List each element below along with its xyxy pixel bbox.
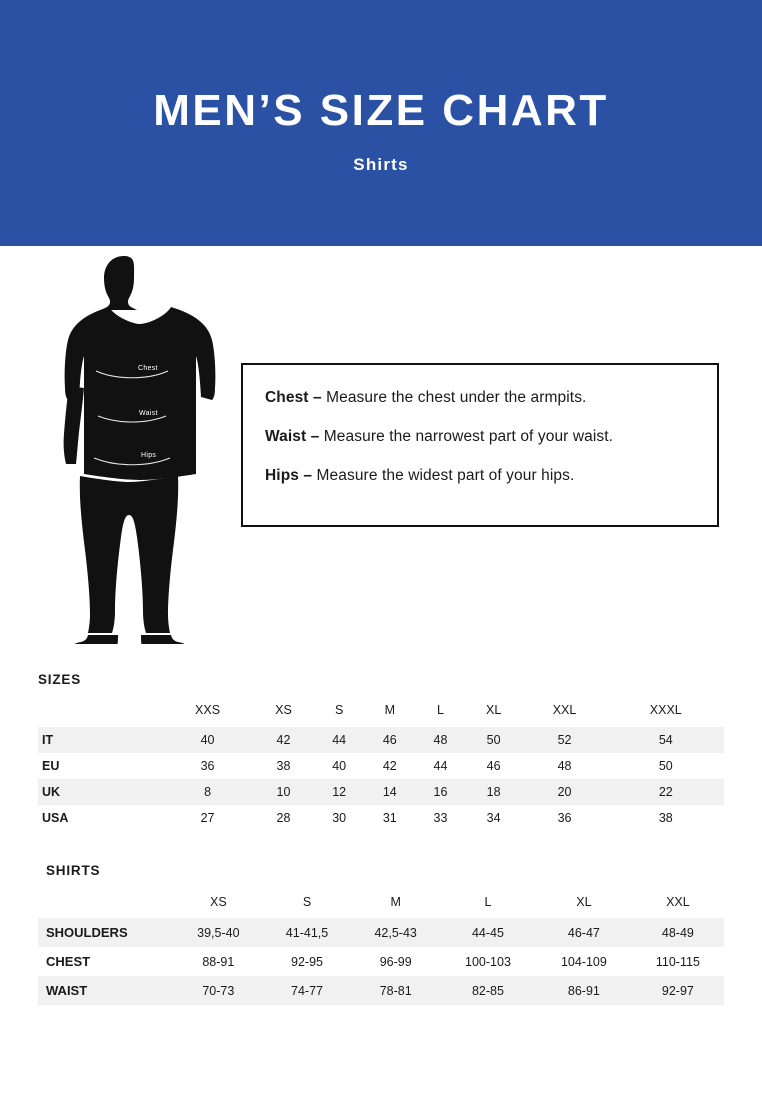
shirts-cell: 92-97 <box>661 983 694 998</box>
sizes-cell: 16 <box>433 785 448 799</box>
shirts-cell: 42,5-43 <box>374 925 417 940</box>
sizes-row-label-it: IT <box>42 733 54 747</box>
page-title: MEN’S SIZE CHART <box>153 86 609 135</box>
sizes-cell: 10 <box>276 785 291 799</box>
sizes-cell: 40 <box>332 759 347 773</box>
shirts-col-m: M <box>390 895 401 909</box>
sizes-cell: 46 <box>382 733 397 747</box>
shirts-header-row <box>38 888 724 918</box>
sizes-col-m: M <box>384 703 396 717</box>
sizes-cell: 54 <box>658 733 673 747</box>
sizes-cell: 34 <box>486 811 501 825</box>
page-subtitle: Shirts <box>353 155 409 174</box>
sizes-cell: 27 <box>200 811 215 825</box>
sizes-corner-cell <box>38 697 162 727</box>
sizes-col-xl: XL <box>485 703 502 717</box>
sizes-cell: 18 <box>486 785 501 799</box>
instruction-chest-term: Chest – <box>265 389 322 406</box>
sizes-cell: 36 <box>557 811 572 825</box>
table-row <box>38 753 724 779</box>
instruction-waist <box>265 428 695 446</box>
sizes-cell: 20 <box>557 785 572 799</box>
page-header <box>0 0 762 246</box>
sizes-cell: 48 <box>433 733 448 747</box>
shirts-row-label-chest: CHEST <box>46 954 91 969</box>
shirts-col-l: L <box>484 895 492 909</box>
shirts-section-title: SHIRTS <box>46 863 101 878</box>
shirts-cell: 110-115 <box>655 954 700 969</box>
shirts-cell: 44-45 <box>471 925 504 940</box>
sizes-col-xs: XS <box>275 703 292 717</box>
instruction-hips <box>265 467 695 485</box>
shirts-table <box>38 888 724 1005</box>
male-body-icon <box>38 254 223 644</box>
shirts-cell: 100-103 <box>465 954 511 969</box>
sizes-row-label-uk: UK <box>42 785 61 799</box>
instruction-waist-text: Measure the narrowest part of your waist. <box>319 428 614 445</box>
sizes-cell: 31 <box>382 811 397 825</box>
sizes-cell: 8 <box>204 785 212 799</box>
shirts-cell: 48-49 <box>661 925 694 940</box>
shirts-corner-cell <box>38 888 174 918</box>
shirts-cell: 46-47 <box>567 925 600 940</box>
sizes-cell: 30 <box>332 811 347 825</box>
instruction-hips-term: Hips – <box>265 467 313 484</box>
shirts-cell: 39,5-40 <box>197 925 240 940</box>
sizes-col-xxs: XXS <box>195 703 221 717</box>
table-row <box>38 918 724 947</box>
sizes-header-row <box>38 697 724 727</box>
sizes-cell: 52 <box>557 733 572 747</box>
sizes-cell: 50 <box>658 759 673 773</box>
instruction-waist-term: Waist – <box>265 428 320 445</box>
shirts-cell: 41-41,5 <box>285 925 329 940</box>
sizes-col-xxl: XXL <box>552 703 577 717</box>
shirts-cell: 88-91 <box>202 954 235 969</box>
sizes-cell: 14 <box>382 785 397 799</box>
instruction-chest-text: Measure the chest under the armpits. <box>321 389 587 406</box>
sizes-row-label-usa: USA <box>42 811 69 825</box>
shirts-cell: 78-81 <box>379 983 412 998</box>
figure-label-hips: Hips <box>141 452 157 459</box>
shirts-cell: 86-91 <box>567 983 600 998</box>
illustration-and-instructions <box>0 246 762 646</box>
male-silhouette-figure <box>38 254 223 644</box>
shirts-cell: 74-77 <box>291 983 323 998</box>
sizes-cell: 38 <box>276 759 291 773</box>
shirts-section <box>0 863 762 1005</box>
sizes-col-l: L <box>436 703 444 717</box>
sizes-row-label-eu: EU <box>42 759 60 773</box>
shirts-cell: 104-109 <box>560 954 607 969</box>
instruction-chest <box>265 389 695 407</box>
sizes-cell: 48 <box>557 759 572 773</box>
sizes-cell: 42 <box>382 759 397 773</box>
shirts-col-xs: XS <box>209 895 227 909</box>
shirts-row-label-shoulders: SHOULDERS <box>46 925 128 940</box>
instruction-hips-text: Measure the widest part of your hips. <box>312 467 575 484</box>
shirts-col-s: S <box>302 895 312 909</box>
sizes-cell: 22 <box>658 785 673 799</box>
shirts-cell: 82-85 <box>471 983 504 998</box>
sizes-section-title: SIZES <box>38 672 82 687</box>
shirts-cell: 96-99 <box>379 954 412 969</box>
sizes-cell: 50 <box>486 733 501 747</box>
shirts-col-xxl: XXL <box>666 895 690 909</box>
shirts-row-label-waist: WAIST <box>46 983 88 998</box>
table-row <box>38 779 724 805</box>
table-row <box>38 805 724 831</box>
sizes-cell: 40 <box>200 733 215 747</box>
measurement-instructions-box <box>241 363 719 527</box>
sizes-col-xxxl: XXXL <box>649 703 682 717</box>
table-row <box>38 727 724 753</box>
sizes-cell: 38 <box>658 811 673 825</box>
table-row <box>38 976 724 1005</box>
shirts-cell: 70-73 <box>202 983 235 998</box>
sizes-section <box>0 672 762 831</box>
shirts-cell: 92-95 <box>291 954 323 969</box>
sizes-cell: 44 <box>332 733 347 747</box>
figure-label-chest: Chest <box>138 365 158 372</box>
sizes-cell: 33 <box>433 811 448 825</box>
shirts-col-xl: XL <box>576 895 592 909</box>
sizes-cell: 28 <box>276 811 291 825</box>
sizes-col-s: S <box>335 703 344 717</box>
sizes-cell: 46 <box>486 759 501 773</box>
sizes-cell: 42 <box>276 733 291 747</box>
sizes-cell: 12 <box>332 785 347 799</box>
sizes-cell: 44 <box>433 759 448 773</box>
sizes-table <box>38 697 724 831</box>
figure-label-waist: Waist <box>139 410 158 417</box>
table-row <box>38 947 724 976</box>
sizes-cell: 36 <box>200 759 215 773</box>
